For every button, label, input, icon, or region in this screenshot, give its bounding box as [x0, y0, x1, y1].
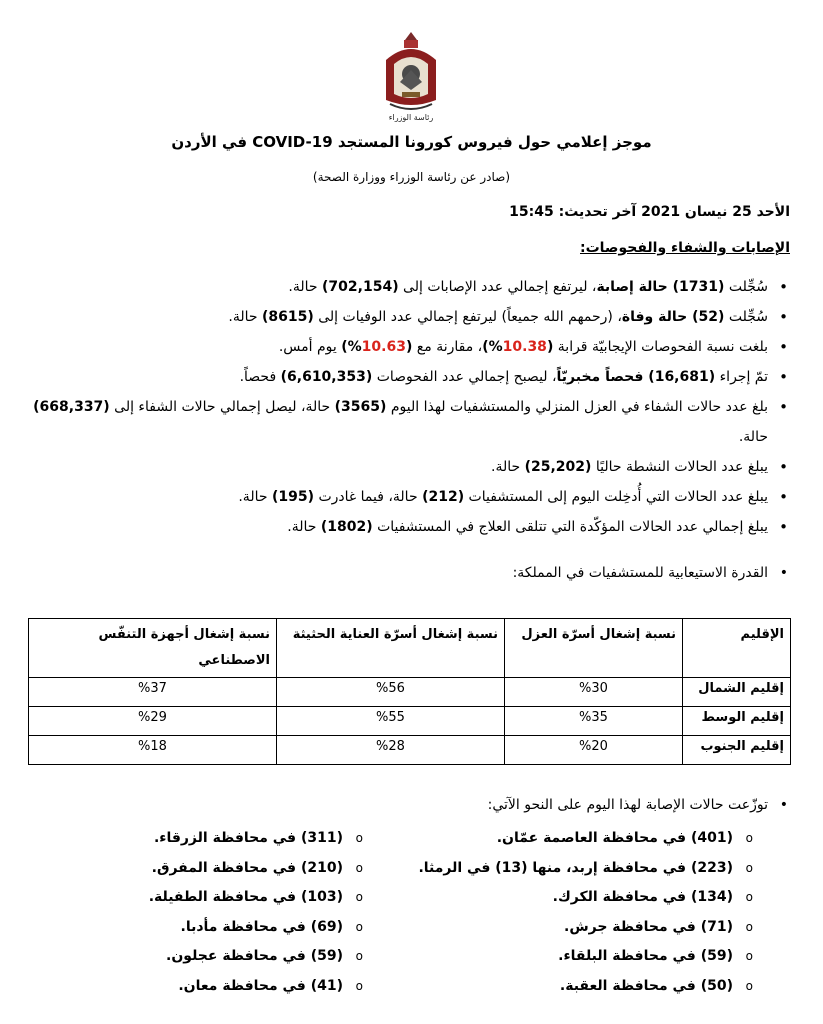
list-item: o (210) في محافظة المفرق. — [43, 854, 363, 884]
list-item: o (103) في محافظة الطفيلة. — [43, 883, 363, 913]
list-item: o (311) في محافظة الزرقاء. — [43, 824, 363, 854]
table-cell: %35 — [505, 707, 683, 736]
list-item: o (50) في محافظة العقبة. — [433, 972, 753, 1002]
list-item: • سُجِّلت (1731) حالة إصابة، ليرتفع إجمالي عدد الإصابات إلى (702,154) حالة. — [8, 272, 768, 302]
table-cell: %28 — [277, 736, 505, 765]
table-cell: %37 — [29, 678, 277, 707]
list-item: o (59) في محافظة البلقاء. — [433, 942, 753, 972]
distribution-column-1 — [418, 824, 753, 1001]
list-item: o (223) في محافظة إربد، منها (13) في الرمثا. — [433, 854, 753, 884]
list-item: • تمّ إجراء (16,681) فحصاً مخبريّاً، ليصبح إجمالي عدد الفحوصات (6,610,353) فحصاً. — [8, 362, 768, 392]
table-cell: %55 — [277, 707, 505, 736]
emblem-caption: رئاسة الوزراء — [388, 113, 434, 122]
table-row — [29, 736, 791, 765]
table-cell: %29 — [29, 707, 277, 736]
table-cell: %18 — [29, 736, 277, 765]
column-header: نسبة إشغال أسرّة العناية الحثيثة — [277, 619, 505, 678]
table-row — [29, 678, 791, 707]
capacity-heading: • القدرة الاستيعابية للمستشفيات في المملكة: — [513, 565, 790, 581]
table-cell: إقليم الجنوب — [683, 736, 791, 765]
table-row — [29, 707, 791, 736]
table-header-row — [29, 619, 791, 678]
column-header: نسبة إشغال أسرّة العزل — [505, 619, 683, 678]
date-updated: الأحد 25 نيسان 2021 آخر تحديث: 15:45 — [509, 204, 790, 220]
table-cell: إقليم الوسط — [683, 707, 791, 736]
list-item: • سُجِّلت (52) حالة وفاة، (رحمهم الله جميعاً) ليرتفع إجمالي عدد الوفيات إلى (8615) حالة. — [8, 302, 768, 332]
table-cell: إقليم الشمال — [683, 678, 791, 707]
list-item: o (134) في محافظة الكرك. — [433, 883, 753, 913]
table-cell: %56 — [277, 678, 505, 707]
column-header: الإقليم — [683, 619, 791, 678]
list-item: • بلغ عدد حالات الشفاء في العزل المنزلي والمستشفيات لهذا اليوم (3565) حالة، ليصل إجمالي حالات الشفاء إلى (668,337) حالة. — [8, 392, 768, 452]
table-cell: %30 — [505, 678, 683, 707]
list-item: o (41) في محافظة معان. — [43, 972, 363, 1002]
list-item: o (59) في محافظة عجلون. — [43, 942, 363, 972]
page-title: موجز إعلامي حول فيروس كورونا المستجد COVID-19 في الأردن — [171, 133, 652, 151]
list-item: • يبلغ عدد الحالات التي أُدخِلت اليوم إلى المستشفيات (212) حالة، فيما غادرت (195) حالة. — [8, 482, 768, 512]
list-item: o (71) في محافظة جرش. — [433, 913, 753, 943]
table-cell: %20 — [505, 736, 683, 765]
capacity-table — [28, 618, 791, 765]
distribution-heading: • توزّعت حالات الإصابة لهذا اليوم على النحو الآتي: — [488, 797, 790, 813]
distribution-column-2 — [43, 824, 363, 1001]
list-item: • بلغت نسبة الفحوصات الإيجابيّة قرابة (10.38%)، مقارنة مع (10.63%) يوم أمس. — [8, 332, 768, 362]
list-item: • يبلغ عدد الحالات النشطة حاليًا (25,202) حالة. — [8, 452, 768, 482]
royal-crest-icon — [380, 30, 442, 122]
column-header: نسبة إشغال أجهزة التنفّس الاصطناعي — [29, 619, 277, 678]
list-item: • يبلغ إجمالي عدد الحالات المؤكّدة التي تتلقى العلاج في المستشفيات (1802) حالة. — [8, 512, 768, 542]
list-item: o (69) في محافظة مأدبا. — [43, 913, 363, 943]
section-heading: الإصابات والشفاء والفحوصات: — [580, 240, 790, 256]
list-item: o (401) في محافظة العاصمة عمّان. — [433, 824, 753, 854]
stats-list — [8, 272, 790, 542]
page-subtitle: (صادر عن رئاسة الوزراء ووزارة الصحة) — [312, 170, 511, 184]
